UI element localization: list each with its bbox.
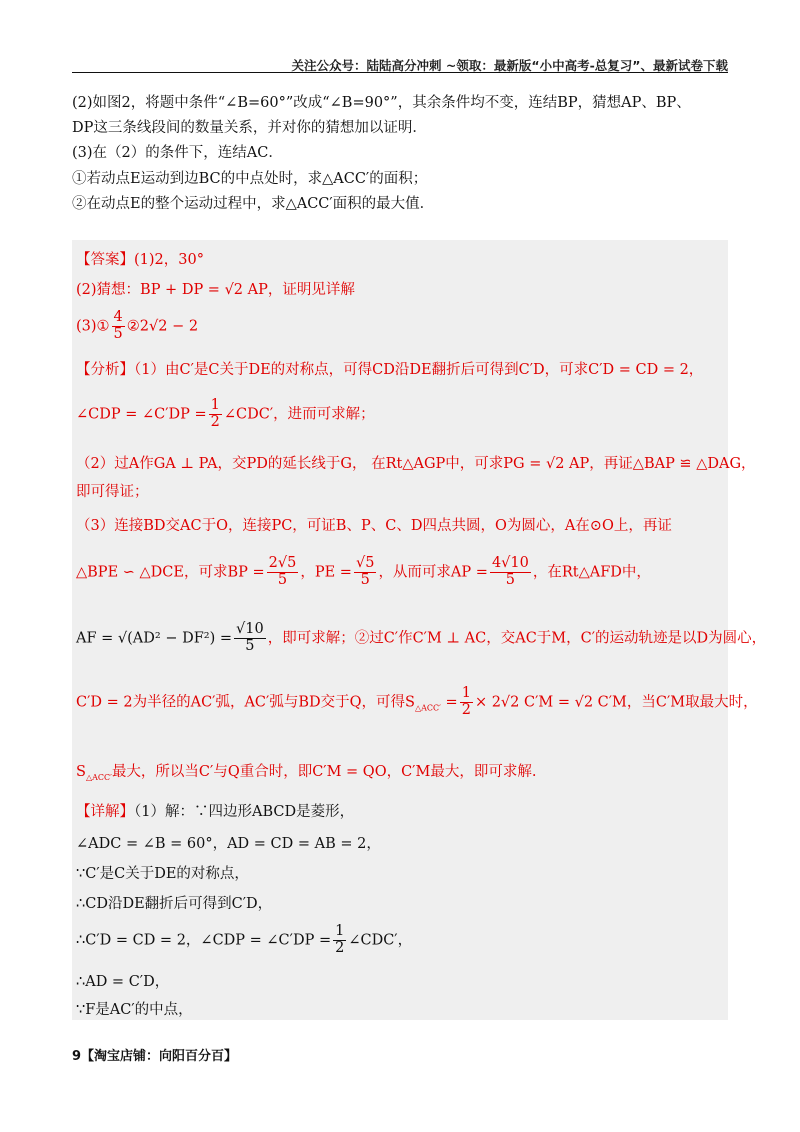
detail-line-3: ∵C′是C关于DE的对称点， xyxy=(76,866,249,882)
detail-line-1 xyxy=(76,800,354,821)
answer-3-prefix: (3)① xyxy=(76,318,110,335)
analysis-line-5: （3）连接BD交AC于O，连接PC，可证B、P、C、D四点共圆，O为圆心，A在⊙O上，再证 xyxy=(76,518,672,534)
fraction xyxy=(267,556,299,589)
answer-1: (1)2，30° xyxy=(134,252,204,268)
answer-line-1 xyxy=(76,248,204,269)
fraction xyxy=(234,622,266,655)
fraction-denominator: 5 xyxy=(277,571,288,588)
fraction xyxy=(490,556,531,589)
analysis-line-9 xyxy=(76,760,536,782)
detail-line-4: ∴CD沿DE翻折后可得到C′D， xyxy=(76,896,273,912)
fraction xyxy=(209,398,222,431)
fraction-denominator: 2 xyxy=(461,701,471,718)
problem-part3-q2: ②在动点E的整个运动过程中，求△ACC′面积的最大值． xyxy=(72,195,435,212)
answer-3-fraction xyxy=(112,310,125,343)
analysis-text-7b: ，即可求解；②过C′作C′M ⊥ AC，交AC于M，C′的运动轨迹是以D为圆心， xyxy=(267,630,767,647)
fraction-numerator: √10 xyxy=(236,621,264,637)
analysis-line-1 xyxy=(76,358,703,379)
problem-part2-line2: DP这三条线段间的数量关系，并对你的猜想加以证明． xyxy=(72,120,427,137)
subscript: △ACC′ xyxy=(414,703,441,713)
analysis-text-6d: ，在Rt△AFD中， xyxy=(532,564,651,581)
detail-line-5 xyxy=(76,924,412,957)
problem-part3: (3)在（2）的条件下，连结AC． xyxy=(72,145,283,162)
analysis-text-7a: AF = √(AD² − DF²) = xyxy=(76,630,232,647)
answer-3-suffix: ②2√2 − 2 xyxy=(126,318,199,335)
header-rule xyxy=(72,72,728,73)
answer-label: 【答案】 xyxy=(76,252,134,268)
page-header: 关注公众号：陆陆高分冲刺 ~领取：最新版“小中高考-总复习”、最新试卷下载 xyxy=(291,58,728,73)
fraction-numerator: 1 xyxy=(210,397,220,413)
detail-line-6: ∴AD = C′D， xyxy=(76,974,170,990)
analysis-text-6a: △BPE ∽ △DCE，可求BP = xyxy=(76,564,265,581)
fraction-numerator: 1 xyxy=(461,685,471,701)
problem-part2-line1: (2)如图2，将题中条件“∠B=60°”改成“∠B=90°”，其余条件均不变，连结BP，猜想AP、BP、 xyxy=(72,95,691,111)
fraction-numerator: 1 xyxy=(335,923,345,939)
fraction xyxy=(333,924,346,957)
analysis-line-8 xyxy=(76,686,758,719)
detail-line-2: ∠ADC = ∠B = 60°，AD = CD = AB = 2， xyxy=(76,836,381,852)
fraction xyxy=(460,686,473,719)
fraction-denominator: 2 xyxy=(335,939,345,956)
analysis-text-9b: 最大，所以当C′与Q重合时，即C′M = QO，C′M最大，即可求解. xyxy=(111,764,537,780)
problem-part3-q1: ①若动点E运动到边BC的中点处时，求△ACC′的面积； xyxy=(72,170,428,187)
analysis-text-8a: C′D = 2为半径的AC′弧，AC′弧与BD交于Q，可得S xyxy=(76,694,415,711)
detail-text-5a: ∴C′D = CD = 2，∠CDP = ∠C′DP = xyxy=(76,932,332,949)
fraction-denominator: 2 xyxy=(210,413,220,430)
analysis-text-1: （1）由C′是C关于DE的对称点，可得CD沿DE翻折后可得到C′D，可求C′D = CD = 2， xyxy=(134,362,704,378)
analysis-text-6c: ，从而可求AP = xyxy=(378,564,488,581)
analysis-text-8c: × 2√2 C′M = √2 C′M，当C′M取最大时， xyxy=(474,694,758,711)
analysis-label: 【分析】 xyxy=(76,362,134,378)
subscript: △ACC′ xyxy=(85,772,112,782)
analysis-text-2b: ∠CDC′，进而可求解； xyxy=(223,406,375,423)
detail-line-7: ∵F是AC′的中点， xyxy=(76,1002,193,1018)
fraction-denominator: 5 xyxy=(245,637,255,654)
analysis-line-4: 即可得证； xyxy=(76,484,149,500)
fraction-numerator: √5 xyxy=(355,555,375,571)
fraction-numerator: 4√10 xyxy=(491,555,529,571)
fraction xyxy=(354,556,376,589)
answer-line-2: (2)猜想：BP + DP = √2 AP，证明见详解 xyxy=(76,282,355,298)
fraction-denominator: 5 xyxy=(113,325,123,342)
analysis-text-9a: S xyxy=(76,764,86,780)
analysis-text-2a: ∠CDP = ∠C′DP = xyxy=(76,406,207,423)
detail-label: 【详解】 xyxy=(76,804,134,820)
problem-text xyxy=(72,92,732,218)
detail-text-5b: ∠CDC′， xyxy=(348,932,413,949)
fraction-numerator: 2√5 xyxy=(268,555,297,571)
fraction-denominator: 5 xyxy=(360,571,370,588)
analysis-line-7 xyxy=(76,622,766,655)
answer-line-3 xyxy=(76,310,198,343)
analysis-text-8b: = xyxy=(440,694,458,711)
fraction-numerator: 4 xyxy=(113,309,123,325)
fraction-denominator: 5 xyxy=(505,571,516,588)
analysis-line-2 xyxy=(76,398,375,431)
analysis-line-3: （2）过A作GA ⊥ PA，交PD的延长线于G， 在Rt△AGP中，可求PG = √2 AP，再证△BAP ≌ △DAG， xyxy=(76,456,756,472)
page-footer: 9【淘宝店铺：向阳百分百】 xyxy=(72,1049,238,1064)
analysis-line-6 xyxy=(76,556,651,589)
analysis-text-6b: ，PE = xyxy=(300,564,352,581)
detail-text-1: （1）解：∵四边形ABCD是菱形， xyxy=(134,804,355,820)
